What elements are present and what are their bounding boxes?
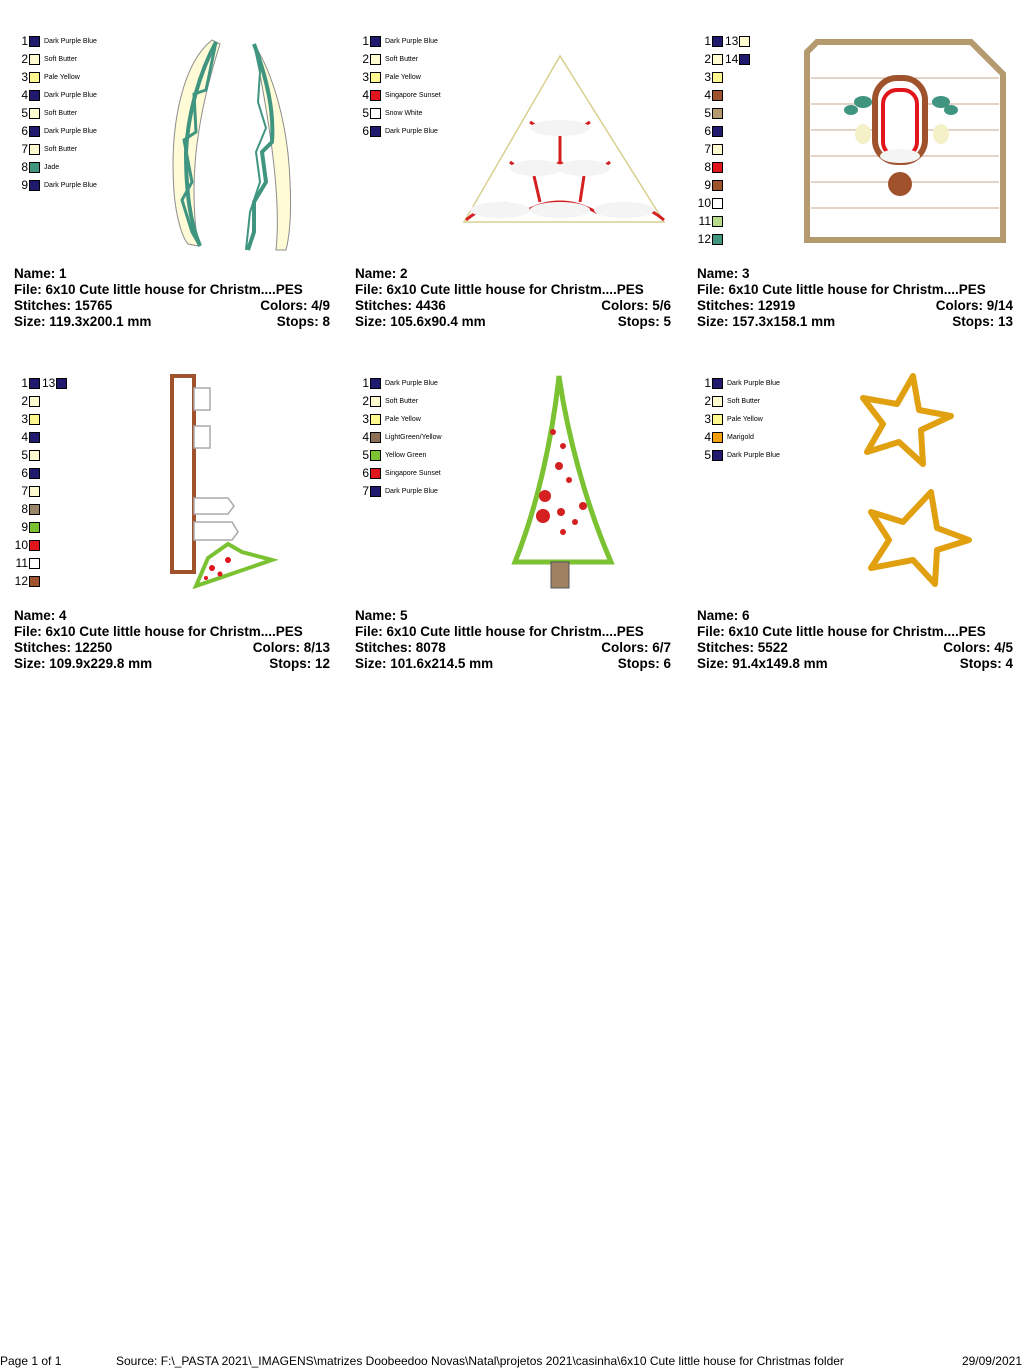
thread-name: Dark Purple Blue xyxy=(727,379,780,387)
color-swatch xyxy=(29,180,40,191)
design-size: Size: 157.3x158.1 mm xyxy=(697,314,836,329)
legend-index: 4 xyxy=(21,430,28,444)
legend-row xyxy=(355,410,421,428)
source-path: Source: F:\_PASTA 2021\_IMAGENS\matrizes Doobeedoo Novas\Natal\projetos 2021\casinha\6x10 Cute little house for Christmas folder xyxy=(116,1354,844,1368)
design-colors: Colors: 5/6 xyxy=(601,298,671,313)
legend-row xyxy=(355,50,418,68)
color-swatch xyxy=(712,450,723,461)
color-swatch xyxy=(29,414,40,425)
color-swatch xyxy=(712,144,723,155)
thread-name: Dark Purple Blue xyxy=(727,451,780,459)
legend-row xyxy=(14,68,80,86)
legend-row xyxy=(14,392,44,410)
legend-index: 8 xyxy=(21,160,28,174)
design-stops: Stops: 8 xyxy=(276,314,330,329)
legend-row xyxy=(355,446,426,464)
legend-row xyxy=(697,230,727,248)
legend-index: 2 xyxy=(362,52,369,66)
design-preview-leaves xyxy=(154,32,314,252)
legend-row xyxy=(697,410,763,428)
legend-index: 1 xyxy=(362,34,369,48)
legend-row xyxy=(14,176,97,194)
legend-index: 11 xyxy=(15,556,28,570)
legend-row xyxy=(14,140,77,158)
legend-index: 6 xyxy=(21,124,28,138)
legend-index: 5 xyxy=(21,448,28,462)
design-stitches: Stitches: 4436 xyxy=(355,298,446,313)
color-swatch xyxy=(712,198,723,209)
legend-row xyxy=(355,86,441,104)
legend-row xyxy=(14,572,44,590)
legend-index: 9 xyxy=(21,520,28,534)
color-swatch xyxy=(29,486,40,497)
color-swatch xyxy=(370,396,381,407)
legend-index: 4 xyxy=(362,430,369,444)
color-swatch xyxy=(370,450,381,461)
thread-name: Dark Purple Blue xyxy=(385,487,438,495)
legend-row xyxy=(697,446,780,464)
design-stitches: Stitches: 8078 xyxy=(355,640,446,655)
color-swatch xyxy=(370,90,381,101)
color-swatch xyxy=(370,414,381,425)
legend-row xyxy=(40,374,67,392)
design-stops: Stops: 4 xyxy=(959,656,1013,671)
thread-name: Jade xyxy=(44,163,60,171)
design-size: Size: 119.3x200.1 mm xyxy=(14,314,152,329)
legend-index: 2 xyxy=(704,52,711,66)
legend-row xyxy=(355,122,438,140)
legend-row xyxy=(14,500,44,518)
page-number: Page 1 of 1 xyxy=(0,1354,62,1368)
color-swatch xyxy=(29,396,40,407)
design-card-6 xyxy=(697,348,1024,678)
color-swatch xyxy=(712,126,723,137)
design-stops: Stops: 6 xyxy=(617,656,671,671)
design-stitches: Stitches: 5522 xyxy=(697,640,788,655)
legend-index: 5 xyxy=(21,106,28,120)
thread-name: Soft Butter xyxy=(44,145,78,153)
legend-row xyxy=(697,104,727,122)
thread-name: Dark Purple Blue xyxy=(385,127,438,135)
thread-name: Soft Butter xyxy=(44,109,78,117)
design-file: File: 6x10 Cute little house for Christm....PES xyxy=(697,282,986,297)
design-name: Name: 5 xyxy=(355,608,408,623)
thread-name: Snow White xyxy=(385,109,423,117)
color-swatch xyxy=(370,72,381,83)
color-swatch xyxy=(370,126,381,137)
thread-name: Soft Butter xyxy=(385,397,419,405)
design-preview-stars xyxy=(827,372,977,592)
color-swatch xyxy=(29,522,40,533)
thread-name: Pale Yellow xyxy=(727,415,763,423)
design-stops: Stops: 13 xyxy=(952,314,1013,329)
legend-index: 10 xyxy=(14,538,28,552)
legend-index: 9 xyxy=(704,178,711,192)
thread-name: Soft Butter xyxy=(44,55,78,63)
design-card-1 xyxy=(14,6,344,336)
color-swatch xyxy=(370,432,381,443)
color-swatch xyxy=(712,90,723,101)
legend-row xyxy=(14,158,59,176)
design-stitches: Stitches: 15765 xyxy=(14,298,113,313)
design-stops: Stops: 5 xyxy=(617,314,671,329)
print-date: 29/09/2021 xyxy=(961,1354,1022,1368)
legend-row xyxy=(14,50,77,68)
legend-row xyxy=(14,410,44,428)
design-file: File: 6x10 Cute little house for Christm....PES xyxy=(697,624,986,639)
design-info xyxy=(355,266,671,330)
design-card-3 xyxy=(697,6,1024,336)
legend-row xyxy=(355,374,438,392)
color-swatch xyxy=(712,108,723,119)
legend-row xyxy=(355,104,422,122)
legend-row xyxy=(697,122,727,140)
legend-row xyxy=(697,374,780,392)
legend-row xyxy=(14,464,44,482)
legend-row xyxy=(14,122,97,140)
color-swatch xyxy=(712,216,723,227)
legend-index: 2 xyxy=(704,394,711,408)
thread-name: LightGreen/Yellow xyxy=(385,433,442,441)
thread-name: Soft Butter xyxy=(727,397,761,405)
thread-name: Singapore Sunset xyxy=(385,469,441,477)
legend-index: 4 xyxy=(704,88,711,102)
design-file: File: 6x10 Cute little house for Christm....PES xyxy=(355,282,644,297)
legend-row xyxy=(697,428,754,446)
thread-name: Yellow Green xyxy=(385,451,427,459)
color-swatch xyxy=(29,432,40,443)
design-preview-house-front xyxy=(803,38,1009,244)
legend-row xyxy=(14,428,44,446)
legend-index: 4 xyxy=(362,88,369,102)
design-preview-christmas-tree xyxy=(509,372,619,592)
color-swatch xyxy=(29,90,40,101)
legend-index: 1 xyxy=(21,376,28,390)
design-card-4 xyxy=(14,348,344,678)
legend-index: 6 xyxy=(21,466,28,480)
legend-row xyxy=(14,446,44,464)
legend-index: 8 xyxy=(704,160,711,174)
legend-index: 2 xyxy=(21,394,28,408)
color-swatch xyxy=(29,450,40,461)
design-colors: Colors: 4/9 xyxy=(260,298,330,313)
thread-name: Marigold xyxy=(727,433,754,441)
design-info xyxy=(14,608,330,672)
legend-row xyxy=(14,104,77,122)
design-file: File: 6x10 Cute little house for Christm....PES xyxy=(14,624,303,639)
color-swatch xyxy=(29,468,40,479)
design-stops: Stops: 12 xyxy=(269,656,330,671)
legend-row xyxy=(355,464,441,482)
legend-index: 3 xyxy=(362,412,369,426)
thread-name: Dark Purple Blue xyxy=(44,127,97,135)
color-swatch xyxy=(712,414,723,425)
color-swatch xyxy=(29,558,40,569)
legend-index: 7 xyxy=(704,142,711,156)
color-swatch xyxy=(712,162,723,173)
legend-index: 12 xyxy=(697,232,711,246)
legend-row xyxy=(14,518,44,536)
legend-index: 11 xyxy=(698,214,711,228)
thread-name: Dark Purple Blue xyxy=(385,37,438,45)
color-swatch xyxy=(370,468,381,479)
legend-index: 8 xyxy=(21,502,28,516)
legend-row xyxy=(697,392,760,410)
design-colors: Colors: 6/7 xyxy=(601,640,671,655)
color-swatch xyxy=(29,36,40,47)
design-stitches: Stitches: 12919 xyxy=(697,298,796,313)
thread-name: Dark Purple Blue xyxy=(44,37,97,45)
design-stitches: Stitches: 12250 xyxy=(14,640,113,655)
design-size: Size: 101.6x214.5 mm xyxy=(355,656,494,671)
legend-index: 3 xyxy=(362,70,369,84)
color-swatch xyxy=(712,432,723,443)
color-swatch xyxy=(370,36,381,47)
legend-row xyxy=(14,536,44,554)
design-colors: Colors: 4/5 xyxy=(943,640,1013,655)
legend-row xyxy=(355,68,421,86)
legend-index: 13 xyxy=(42,376,56,390)
color-swatch xyxy=(370,108,381,119)
design-size: Size: 109.9x229.8 mm xyxy=(14,656,153,671)
color-swatch xyxy=(29,540,40,551)
legend-row xyxy=(697,212,727,230)
color-swatch xyxy=(370,54,381,65)
color-swatch xyxy=(712,180,723,191)
legend-row xyxy=(723,50,750,68)
design-preview-snowy-tree xyxy=(460,52,670,232)
legend-index: 7 xyxy=(21,142,28,156)
legend-row xyxy=(14,32,97,50)
legend-row xyxy=(14,554,44,572)
color-swatch xyxy=(29,504,40,515)
design-file: File: 6x10 Cute little house for Christm....PES xyxy=(14,282,303,297)
thread-name: Pale Yellow xyxy=(385,73,421,81)
legend-index: 7 xyxy=(362,484,369,498)
legend-index: 1 xyxy=(704,376,711,390)
color-swatch xyxy=(712,234,723,245)
legend-row xyxy=(697,176,727,194)
legend-row xyxy=(697,68,727,86)
design-info xyxy=(14,266,330,330)
legend-index: 1 xyxy=(362,376,369,390)
design-info xyxy=(697,608,1013,672)
color-swatch xyxy=(370,486,381,497)
design-size: Size: 105.6x90.4 mm xyxy=(355,314,486,329)
legend-index: 6 xyxy=(362,124,369,138)
color-swatch xyxy=(29,126,40,137)
design-size: Size: 91.4x149.8 mm xyxy=(697,656,828,671)
legend-index: 13 xyxy=(725,34,739,48)
design-name: Name: 6 xyxy=(697,608,750,623)
legend-index: 3 xyxy=(704,70,711,84)
legend-row xyxy=(14,482,44,500)
legend-index: 3 xyxy=(21,412,28,426)
color-swatch xyxy=(29,378,40,389)
color-swatch xyxy=(712,72,723,83)
legend-index: 2 xyxy=(362,394,369,408)
thread-name: Pale Yellow xyxy=(44,73,80,81)
design-info xyxy=(355,608,671,672)
legend-row xyxy=(697,86,727,104)
legend-row xyxy=(723,32,750,50)
thread-name: Singapore Sunset xyxy=(385,91,441,99)
legend-row xyxy=(355,32,438,50)
legend-index: 5 xyxy=(362,106,369,120)
design-colors: Colors: 8/13 xyxy=(252,640,330,655)
design-name: Name: 2 xyxy=(355,266,408,281)
legend-index: 1 xyxy=(21,34,28,48)
legend-row xyxy=(697,140,727,158)
design-name: Name: 1 xyxy=(14,266,67,281)
design-name: Name: 4 xyxy=(14,608,67,623)
legend-index: 4 xyxy=(21,88,28,102)
legend-index: 2 xyxy=(21,52,28,66)
design-name: Name: 3 xyxy=(697,266,750,281)
legend-index: 10 xyxy=(697,196,711,210)
thread-name: Dark Purple Blue xyxy=(44,181,97,189)
legend-row xyxy=(355,392,418,410)
color-swatch xyxy=(29,54,40,65)
legend-index: 1 xyxy=(704,34,711,48)
color-swatch xyxy=(29,162,40,173)
color-swatch xyxy=(712,378,723,389)
legend-index: 5 xyxy=(704,106,711,120)
legend-index: 4 xyxy=(704,430,711,444)
thread-name: Dark Purple Blue xyxy=(385,379,438,387)
design-colors: Colors: 9/14 xyxy=(935,298,1013,313)
color-swatch xyxy=(370,378,381,389)
legend-index: 7 xyxy=(21,484,28,498)
color-swatch xyxy=(29,576,40,587)
design-file: File: 6x10 Cute little house for Christm....PES xyxy=(355,624,644,639)
legend-index: 3 xyxy=(704,412,711,426)
design-card-5 xyxy=(355,348,685,678)
legend-index: 5 xyxy=(704,448,711,462)
legend-index: 14 xyxy=(725,52,739,66)
design-info xyxy=(697,266,1013,330)
legend-index: 6 xyxy=(362,466,369,480)
legend-row xyxy=(697,194,727,212)
legend-row xyxy=(14,86,97,104)
design-preview-fence-post xyxy=(168,372,278,592)
design-card-2 xyxy=(355,6,685,336)
legend-index: 12 xyxy=(14,574,28,588)
thread-name: Pale Yellow xyxy=(385,415,421,423)
color-swatch xyxy=(56,378,67,389)
legend-row xyxy=(355,428,442,446)
color-swatch xyxy=(739,54,750,65)
color-swatch xyxy=(29,144,40,155)
color-swatch xyxy=(29,72,40,83)
legend-row xyxy=(697,158,727,176)
color-swatch xyxy=(739,36,750,47)
legend-index: 3 xyxy=(21,70,28,84)
thread-name: Soft Butter xyxy=(385,55,419,63)
legend-index: 9 xyxy=(21,178,28,192)
legend-index: 6 xyxy=(704,124,711,138)
legend-row xyxy=(355,482,438,500)
color-swatch xyxy=(712,36,723,47)
color-swatch xyxy=(29,108,40,119)
color-swatch xyxy=(712,54,723,65)
color-swatch xyxy=(712,396,723,407)
legend-index: 5 xyxy=(362,448,369,462)
thread-name: Dark Purple Blue xyxy=(44,91,97,99)
